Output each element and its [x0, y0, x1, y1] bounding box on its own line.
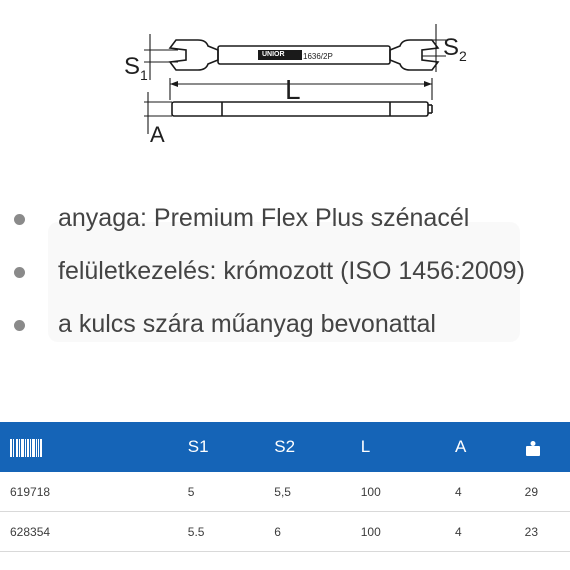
handle-text: 1636/2P — [303, 52, 333, 61]
wrench-dimension-diagram — [0, 0, 570, 170]
cell-a: 4 — [455, 512, 525, 552]
cell-weight: 23 — [525, 512, 570, 552]
column-header-l: L — [360, 437, 371, 456]
cell-l: 100 — [361, 472, 455, 512]
dimension-label-s1: $S_1$ — [124, 53, 148, 83]
bullet-icon — [14, 267, 25, 278]
cell-code: 628354 — [0, 512, 188, 552]
column-header-a: A — [455, 437, 467, 456]
cell-weight: 29 — [525, 472, 570, 512]
column-header-s2: S2 — [274, 437, 296, 456]
dimension-label-s2: $S_2$ — [443, 34, 467, 64]
barcode-icon — [10, 439, 42, 457]
cell-a: 4 — [455, 472, 525, 512]
column-header-weight — [525, 422, 570, 472]
brand-mark: UNIOR — [262, 51, 285, 58]
table-row — [0, 472, 570, 512]
cell-code: 619718 — [0, 472, 188, 512]
feature-item: felületkezelés: krómozott (ISO 1456:2009) — [0, 249, 570, 302]
dimension-label-a: A — [150, 122, 165, 147]
cell-s1: 5 — [188, 472, 274, 512]
table-header-row — [0, 422, 570, 472]
bullet-icon — [14, 320, 25, 331]
dimension-label-l: L — [285, 74, 301, 105]
feature-item: anyaga: Premium Flex Plus szénacél — [0, 196, 570, 249]
column-header-code — [0, 422, 188, 472]
cell-s1: 5.5 — [188, 512, 274, 552]
specification-table — [0, 422, 570, 552]
cell-s2: 5,5 — [274, 472, 360, 512]
weight-icon — [525, 440, 541, 456]
column-header-s1: S1 — [187, 437, 209, 456]
feature-list — [0, 196, 570, 355]
cell-l: 100 — [361, 512, 455, 552]
feature-item: a kulcs szára műanyag bevonattal — [0, 302, 570, 355]
bullet-icon — [14, 214, 25, 225]
cell-s2: 6 — [274, 512, 360, 552]
table-row — [0, 512, 570, 552]
